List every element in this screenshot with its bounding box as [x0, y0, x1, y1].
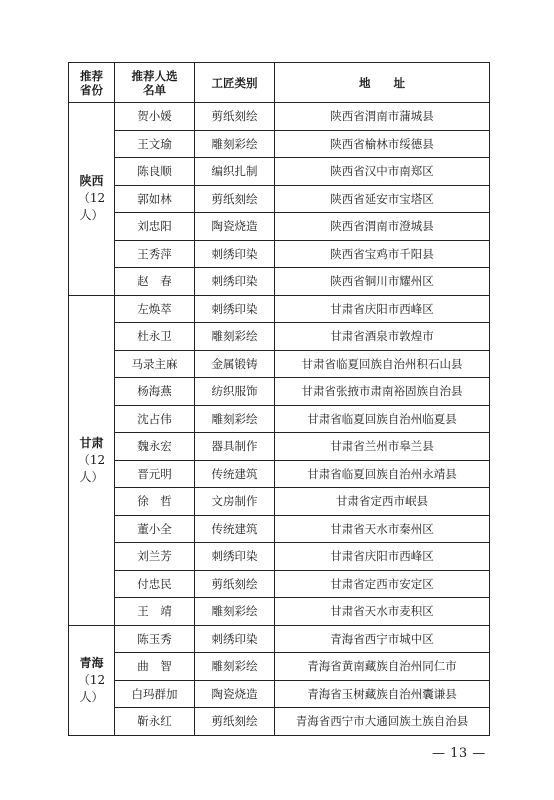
craft-category: 编织扎制 — [195, 158, 275, 186]
table-row — [69, 515, 490, 543]
craft-category: 刺绣印染 — [195, 268, 275, 296]
craft-category: 传统建筑 — [195, 515, 275, 543]
craft-category: 雕刻彩绘 — [195, 130, 275, 158]
province-count: （12 人） — [77, 191, 106, 223]
table-row — [69, 268, 490, 296]
province-count: （12 人） — [77, 452, 106, 484]
table-row — [69, 240, 490, 268]
craft-category: 剪纸刻绘 — [195, 570, 275, 598]
nominee-name: 王 靖 — [115, 598, 195, 626]
craft-category: 金属锻铸 — [195, 350, 275, 378]
table-row — [69, 103, 490, 131]
nominee-name: 左焕萃 — [115, 295, 195, 323]
craft-category: 纺织服饰 — [195, 378, 275, 406]
address-cell: 甘肃省酒泉市敦煌市 — [275, 323, 490, 351]
nominee-name: 王秀萍 — [115, 240, 195, 268]
nominee-name: 徐 哲 — [115, 488, 195, 516]
address-cell: 青海省西宁市大通回族土族自治县 — [275, 708, 490, 736]
table-row — [69, 158, 490, 186]
address-cell: 甘肃省天水市秦州区 — [275, 515, 490, 543]
craft-category: 陶瓷烧造 — [195, 680, 275, 708]
header-name-line1: 推荐人选 — [131, 68, 178, 83]
nominee-name: 杜永卫 — [115, 323, 195, 351]
craft-category: 刺绣印染 — [195, 295, 275, 323]
table-header-row — [69, 63, 490, 103]
table-row — [69, 570, 490, 598]
address-cell: 甘肃省天水市麦积区 — [275, 598, 490, 626]
address-cell: 青海省西宁市城中区 — [275, 625, 490, 653]
province-cell — [69, 295, 115, 625]
nominee-name: 曲 智 — [115, 653, 195, 681]
nominee-name: 董小全 — [115, 515, 195, 543]
address-cell: 甘肃省临夏回族自治州积石山县 — [275, 350, 490, 378]
nominee-table — [68, 62, 490, 736]
table-row — [69, 598, 490, 626]
header-name — [115, 63, 195, 103]
address-cell: 陕西省渭南市蒲城县 — [275, 103, 490, 131]
table-row — [69, 213, 490, 241]
province-count: （12 人） — [77, 672, 106, 704]
address-cell: 陕西省宝鸡市千阳县 — [275, 240, 490, 268]
nominee-name: 杨海燕 — [115, 378, 195, 406]
header-province — [69, 63, 115, 103]
nominee-name: 晋元明 — [115, 460, 195, 488]
table-row — [69, 405, 490, 433]
nominee-name: 白玛群加 — [115, 680, 195, 708]
craft-category: 剪纸刻绘 — [195, 708, 275, 736]
table-row — [69, 708, 490, 736]
craft-category: 雕刻彩绘 — [195, 598, 275, 626]
nominee-name: 刘兰芳 — [115, 543, 195, 571]
table-row — [69, 295, 490, 323]
address-cell: 甘肃省张掖市肃南裕固族自治县 — [275, 378, 490, 406]
province-cell — [69, 625, 115, 735]
address-cell: 甘肃省临夏回族自治州临夏县 — [275, 405, 490, 433]
craft-category: 器具制作 — [195, 433, 275, 461]
address-cell: 青海省黄南藏族自治州同仁市 — [275, 653, 490, 681]
nominee-name: 靳永红 — [115, 708, 195, 736]
address-cell: 甘肃省定西市岷县 — [275, 488, 490, 516]
craft-category: 雕刻彩绘 — [195, 653, 275, 681]
craft-category: 传统建筑 — [195, 460, 275, 488]
province-name: 青海 — [79, 655, 104, 670]
nominee-name: 王文瑜 — [115, 130, 195, 158]
table-row — [69, 350, 490, 378]
table-row — [69, 130, 490, 158]
nominee-name: 赵 春 — [115, 268, 195, 296]
table-row — [69, 433, 490, 461]
nominee-name: 刘忠阳 — [115, 213, 195, 241]
address-cell: 甘肃省定西市安定区 — [275, 570, 490, 598]
craft-category: 陶瓷烧造 — [195, 213, 275, 241]
craft-category: 雕刻彩绘 — [195, 323, 275, 351]
table-row — [69, 460, 490, 488]
address-cell: 陕西省铜川市耀州区 — [275, 268, 490, 296]
address-cell: 陕西省延安市宝塔区 — [275, 185, 490, 213]
craft-category: 剪纸刻绘 — [195, 185, 275, 213]
page-number: — 13 — — [432, 746, 486, 761]
header-province-line2: 省份 — [80, 82, 103, 97]
craft-category: 文房制作 — [195, 488, 275, 516]
nominee-name: 魏永宏 — [115, 433, 195, 461]
craft-category: 剪纸刻绘 — [195, 103, 275, 131]
province-name: 陕西 — [79, 174, 104, 189]
address-cell: 甘肃省临夏回族自治州永靖县 — [275, 460, 490, 488]
nominee-table-container — [68, 62, 489, 736]
nominee-name: 陈玉秀 — [115, 625, 195, 653]
header-province-line1: 推荐 — [80, 68, 103, 83]
province-cell — [69, 103, 115, 296]
table-body — [69, 103, 490, 736]
craft-category: 刺绣印染 — [195, 625, 275, 653]
nominee-name: 贺小媛 — [115, 103, 195, 131]
table-row — [69, 488, 490, 516]
table-row — [69, 653, 490, 681]
table-row — [69, 323, 490, 351]
address-cell: 陕西省汉中市南郑区 — [275, 158, 490, 186]
nominee-name: 沈占伟 — [115, 405, 195, 433]
craft-category: 刺绣印染 — [195, 543, 275, 571]
address-cell: 陕西省榆林市绥德县 — [275, 130, 490, 158]
table-row — [69, 378, 490, 406]
address-cell: 甘肃省庆阳市西峰区 — [275, 543, 490, 571]
province-name: 甘肃 — [79, 435, 104, 450]
nominee-name: 郭如林 — [115, 185, 195, 213]
header-address: 地 址 — [275, 63, 490, 103]
table-row — [69, 680, 490, 708]
nominee-name: 陈良顺 — [115, 158, 195, 186]
craft-category: 刺绣印染 — [195, 240, 275, 268]
address-cell: 甘肃省兰州市皋兰县 — [275, 433, 490, 461]
nominee-name: 付忠民 — [115, 570, 195, 598]
address-cell: 甘肃省庆阳市西峰区 — [275, 295, 490, 323]
table-row — [69, 543, 490, 571]
address-cell: 青海省玉树藏族自治州囊谦县 — [275, 680, 490, 708]
address-cell: 陕西省渭南市澄城县 — [275, 213, 490, 241]
craft-category: 雕刻彩绘 — [195, 405, 275, 433]
header-category: 工匠类别 — [195, 63, 275, 103]
table-row — [69, 185, 490, 213]
nominee-name: 马录主麻 — [115, 350, 195, 378]
table-row — [69, 625, 490, 653]
header-name-line2: 名单 — [143, 82, 166, 97]
